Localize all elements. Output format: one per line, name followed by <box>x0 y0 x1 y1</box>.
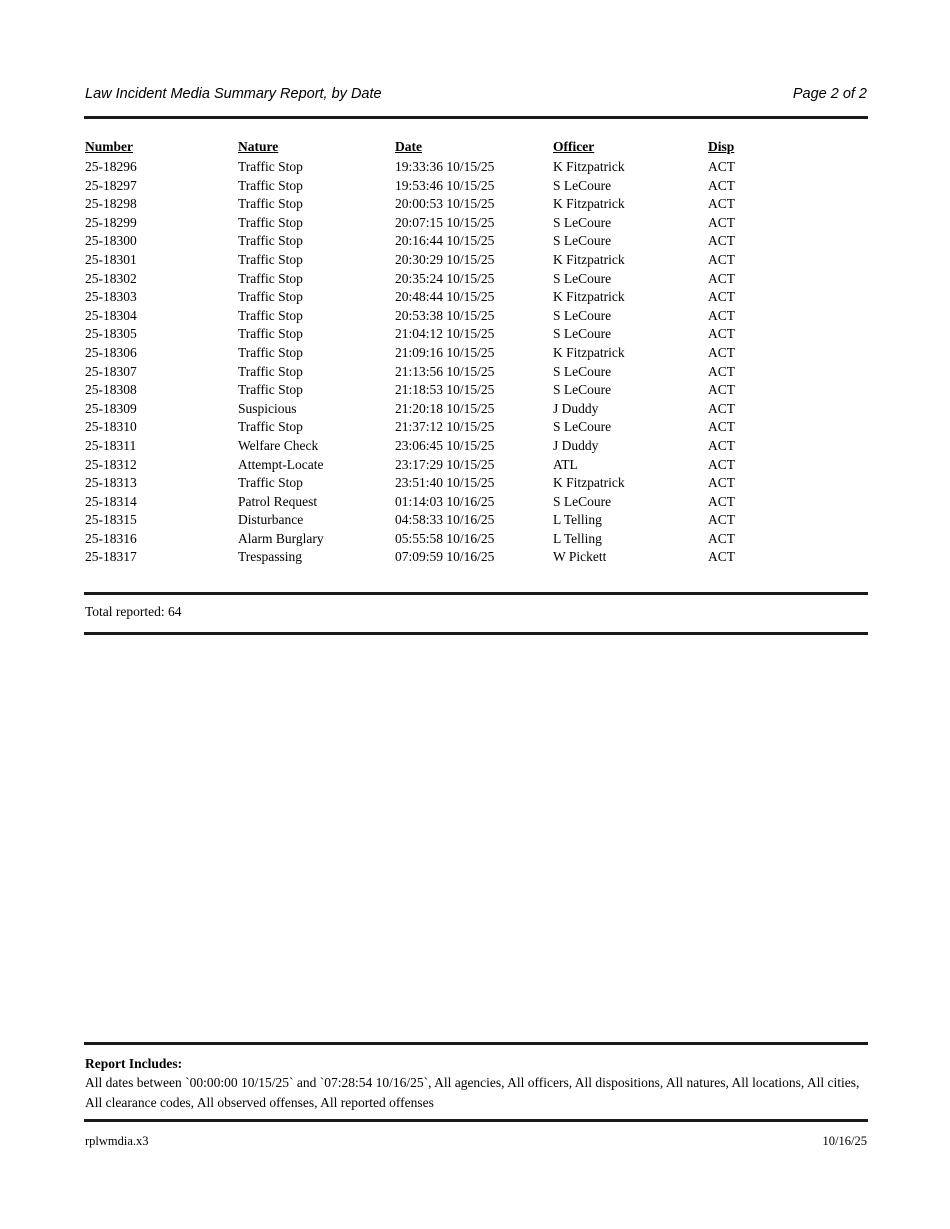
table-cell: K Fitzpatrick <box>553 251 625 267</box>
table-cell: ACT <box>708 419 735 435</box>
table-cell: ACT <box>708 251 735 267</box>
table-cell: 25-18307 <box>85 363 137 379</box>
table-cell: 20:30:29 10/15/25 <box>395 251 495 267</box>
table-cell: 20:07:15 10/15/25 <box>395 214 495 230</box>
table-cell: L Telling <box>553 512 602 528</box>
table-cell: S LeCoure <box>553 493 612 509</box>
table-cell: 19:53:46 10/15/25 <box>395 177 495 193</box>
report-includes-heading: Report Includes: <box>85 1056 183 1071</box>
footer-date: 10/16/25 <box>822 1134 867 1148</box>
table-row <box>85 307 867 326</box>
table-cell: 25-18310 <box>85 419 137 435</box>
table-cell: 20:35:24 10/15/25 <box>395 270 495 286</box>
table-cell: Traffic Stop <box>238 177 303 193</box>
table-cell: 21:18:53 10/15/25 <box>395 382 495 398</box>
table-row <box>85 195 867 214</box>
table-cell: Traffic Stop <box>238 251 303 267</box>
table-cell: ACT <box>708 233 735 249</box>
column-header-nature: Nature <box>238 139 279 154</box>
table-row <box>85 511 867 530</box>
table-row <box>85 288 867 307</box>
table-cell: 21:04:12 10/15/25 <box>395 326 495 342</box>
table-cell: J Duddy <box>553 400 599 416</box>
report-includes-body: All dates between `00:00:00 10/15/25` and `07:28:54 10/16/25`, All agencies, All officers, All dispositions, All natures, All locations, All cities, All clearance codes, All observed offenses, All reported offenses <box>85 1075 860 1110</box>
table-cell: Traffic Stop <box>238 214 303 230</box>
table-cell: W Pickett <box>553 549 607 565</box>
table-cell: 04:58:33 10/16/25 <box>395 512 495 528</box>
table-cell: 01:14:03 10/16/25 <box>395 493 495 509</box>
table-cell: S LeCoure <box>553 214 612 230</box>
incident-table <box>85 139 867 567</box>
table-cell: ACT <box>708 382 735 398</box>
table-cell: 25-18313 <box>85 475 137 491</box>
table-cell: ACT <box>708 437 735 453</box>
table-cell: ACT <box>708 493 735 509</box>
incident-table-body <box>85 158 867 567</box>
table-cell: Traffic Stop <box>238 475 303 491</box>
table-cell: Patrol Request <box>238 493 318 509</box>
table-cell: 25-18304 <box>85 307 137 323</box>
table-cell: Attempt-Locate <box>238 456 324 472</box>
table-cell: 25-18297 <box>85 177 137 193</box>
table-cell: Traffic Stop <box>238 233 303 249</box>
page-header <box>85 84 867 104</box>
table-cell: 25-18317 <box>85 549 137 565</box>
table-cell: S LeCoure <box>553 326 612 342</box>
table-cell: ACT <box>708 344 735 360</box>
table-cell: 25-18302 <box>85 270 137 286</box>
table-row <box>85 493 867 512</box>
table-cell: 25-18296 <box>85 159 137 174</box>
table-cell: ACT <box>708 326 735 342</box>
table-cell: 21:37:12 10/15/25 <box>395 419 495 435</box>
table-cell: K Fitzpatrick <box>553 159 625 174</box>
table-cell: 25-18306 <box>85 344 137 360</box>
table-cell: ACT <box>708 196 735 212</box>
table-row <box>85 418 867 437</box>
table-cell: ACT <box>708 177 735 193</box>
page-indicator: Page 2 of 2 <box>792 86 867 102</box>
table-row <box>85 530 867 549</box>
table-cell: Traffic Stop <box>238 307 303 323</box>
table-row <box>85 363 867 382</box>
table-cell: Traffic Stop <box>238 344 303 360</box>
table-cell: 23:51:40 10/15/25 <box>395 475 495 491</box>
table-header-row <box>85 139 867 158</box>
table-cell: 25-18298 <box>85 196 137 212</box>
table-cell: Alarm Burglary <box>238 530 324 546</box>
table-cell: Traffic Stop <box>238 419 303 435</box>
table-row <box>85 381 867 400</box>
table-row <box>85 344 867 363</box>
table-cell: 25-18311 <box>85 437 137 453</box>
table-cell: S LeCoure <box>553 270 612 286</box>
table-row <box>85 232 867 251</box>
report-title: Law Incident Media Summary Report, by Date <box>85 86 382 102</box>
table-row <box>85 400 867 419</box>
table-cell: S LeCoure <box>553 363 612 379</box>
table-cell: K Fitzpatrick <box>553 196 625 212</box>
table-cell: ACT <box>708 289 735 305</box>
table-row <box>85 270 867 289</box>
table-cell: ACT <box>708 270 735 286</box>
table-cell: ACT <box>708 363 735 379</box>
table-cell: ACT <box>708 456 735 472</box>
report-includes-section <box>85 1054 867 1112</box>
table-cell: Traffic Stop <box>238 363 303 379</box>
table-cell: K Fitzpatrick <box>553 344 625 360</box>
table-cell: S LeCoure <box>553 382 612 398</box>
table-cell: 25-18312 <box>85 456 137 472</box>
table-cell: 25-18299 <box>85 214 137 230</box>
table-cell: Disturbance <box>238 512 304 528</box>
table-cell: 21:09:16 10/15/25 <box>395 344 495 360</box>
table-cell: 25-18315 <box>85 512 137 528</box>
total-rule-top <box>84 592 868 595</box>
table-row <box>85 456 867 475</box>
table-cell: 25-18309 <box>85 400 137 416</box>
table-cell: Traffic Stop <box>238 196 303 212</box>
total-reported: Total reported: 64 <box>85 604 182 619</box>
table-cell: 25-18316 <box>85 530 137 546</box>
table-row <box>85 437 867 456</box>
table-cell: S LeCoure <box>553 177 612 193</box>
column-header-date: Date <box>395 139 422 154</box>
table-cell: Suspicious <box>238 400 297 416</box>
table-cell: ACT <box>708 475 735 491</box>
table-cell: 25-18301 <box>85 251 137 267</box>
table-row <box>85 214 867 233</box>
table-cell: L Telling <box>553 530 602 546</box>
table-cell: 19:33:36 10/15/25 <box>395 159 495 174</box>
table-cell: Traffic Stop <box>238 382 303 398</box>
table-cell: 25-18305 <box>85 326 137 342</box>
table-cell: 07:09:59 10/16/25 <box>395 549 495 565</box>
table-cell: ACT <box>708 530 735 546</box>
table-cell: Traffic Stop <box>238 289 303 305</box>
table-cell: S LeCoure <box>553 233 612 249</box>
footer-rule <box>84 1119 868 1122</box>
table-row <box>85 158 867 177</box>
table-cell: K Fitzpatrick <box>553 289 625 305</box>
table-cell: 25-18300 <box>85 233 137 249</box>
total-rule-bottom <box>84 632 868 635</box>
table-row <box>85 474 867 493</box>
table-cell: S LeCoure <box>553 307 612 323</box>
column-header-officer: Officer <box>553 139 595 154</box>
table-cell: 20:16:44 10/15/25 <box>395 233 495 249</box>
table-cell: 05:55:58 10/16/25 <box>395 530 495 546</box>
table-cell: S LeCoure <box>553 419 612 435</box>
table-cell: 20:48:44 10/15/25 <box>395 289 495 305</box>
table-row <box>85 325 867 344</box>
table-cell: 20:00:53 10/15/25 <box>395 196 495 212</box>
table-cell: ACT <box>708 400 735 416</box>
table-cell: 21:13:56 10/15/25 <box>395 363 495 379</box>
table-cell: ACT <box>708 159 735 174</box>
column-header-disp: Disp <box>708 139 735 154</box>
table-cell: Trespassing <box>238 549 303 565</box>
table-cell: 20:53:38 10/15/25 <box>395 307 495 323</box>
table-cell: 25-18314 <box>85 493 137 509</box>
table-cell: K Fitzpatrick <box>553 475 625 491</box>
table-row <box>85 177 867 196</box>
footer-report-id: rplwmdia.x3 <box>85 1134 149 1148</box>
table-cell: Traffic Stop <box>238 326 303 342</box>
page-footer <box>85 1134 867 1149</box>
table-cell: ACT <box>708 512 735 528</box>
table-cell: 23:17:29 10/15/25 <box>395 456 495 472</box>
column-header-number: Number <box>85 139 133 154</box>
table-cell: ACT <box>708 549 735 565</box>
table-cell: 25-18308 <box>85 382 137 398</box>
table-cell: ATL <box>553 456 578 472</box>
table-cell: ACT <box>708 307 735 323</box>
table-cell: 23:06:45 10/15/25 <box>395 437 495 453</box>
table-row <box>85 251 867 270</box>
report-includes-rule <box>84 1042 868 1045</box>
table-cell: 25-18303 <box>85 289 137 305</box>
table-cell: 21:20:18 10/15/25 <box>395 400 495 416</box>
table-cell: Traffic Stop <box>238 159 303 174</box>
table-cell: Welfare Check <box>238 437 319 453</box>
table-row <box>85 548 867 567</box>
table-cell: J Duddy <box>553 437 599 453</box>
table-cell: Traffic Stop <box>238 270 303 286</box>
table-cell: ACT <box>708 214 735 230</box>
header-rule <box>84 116 868 119</box>
